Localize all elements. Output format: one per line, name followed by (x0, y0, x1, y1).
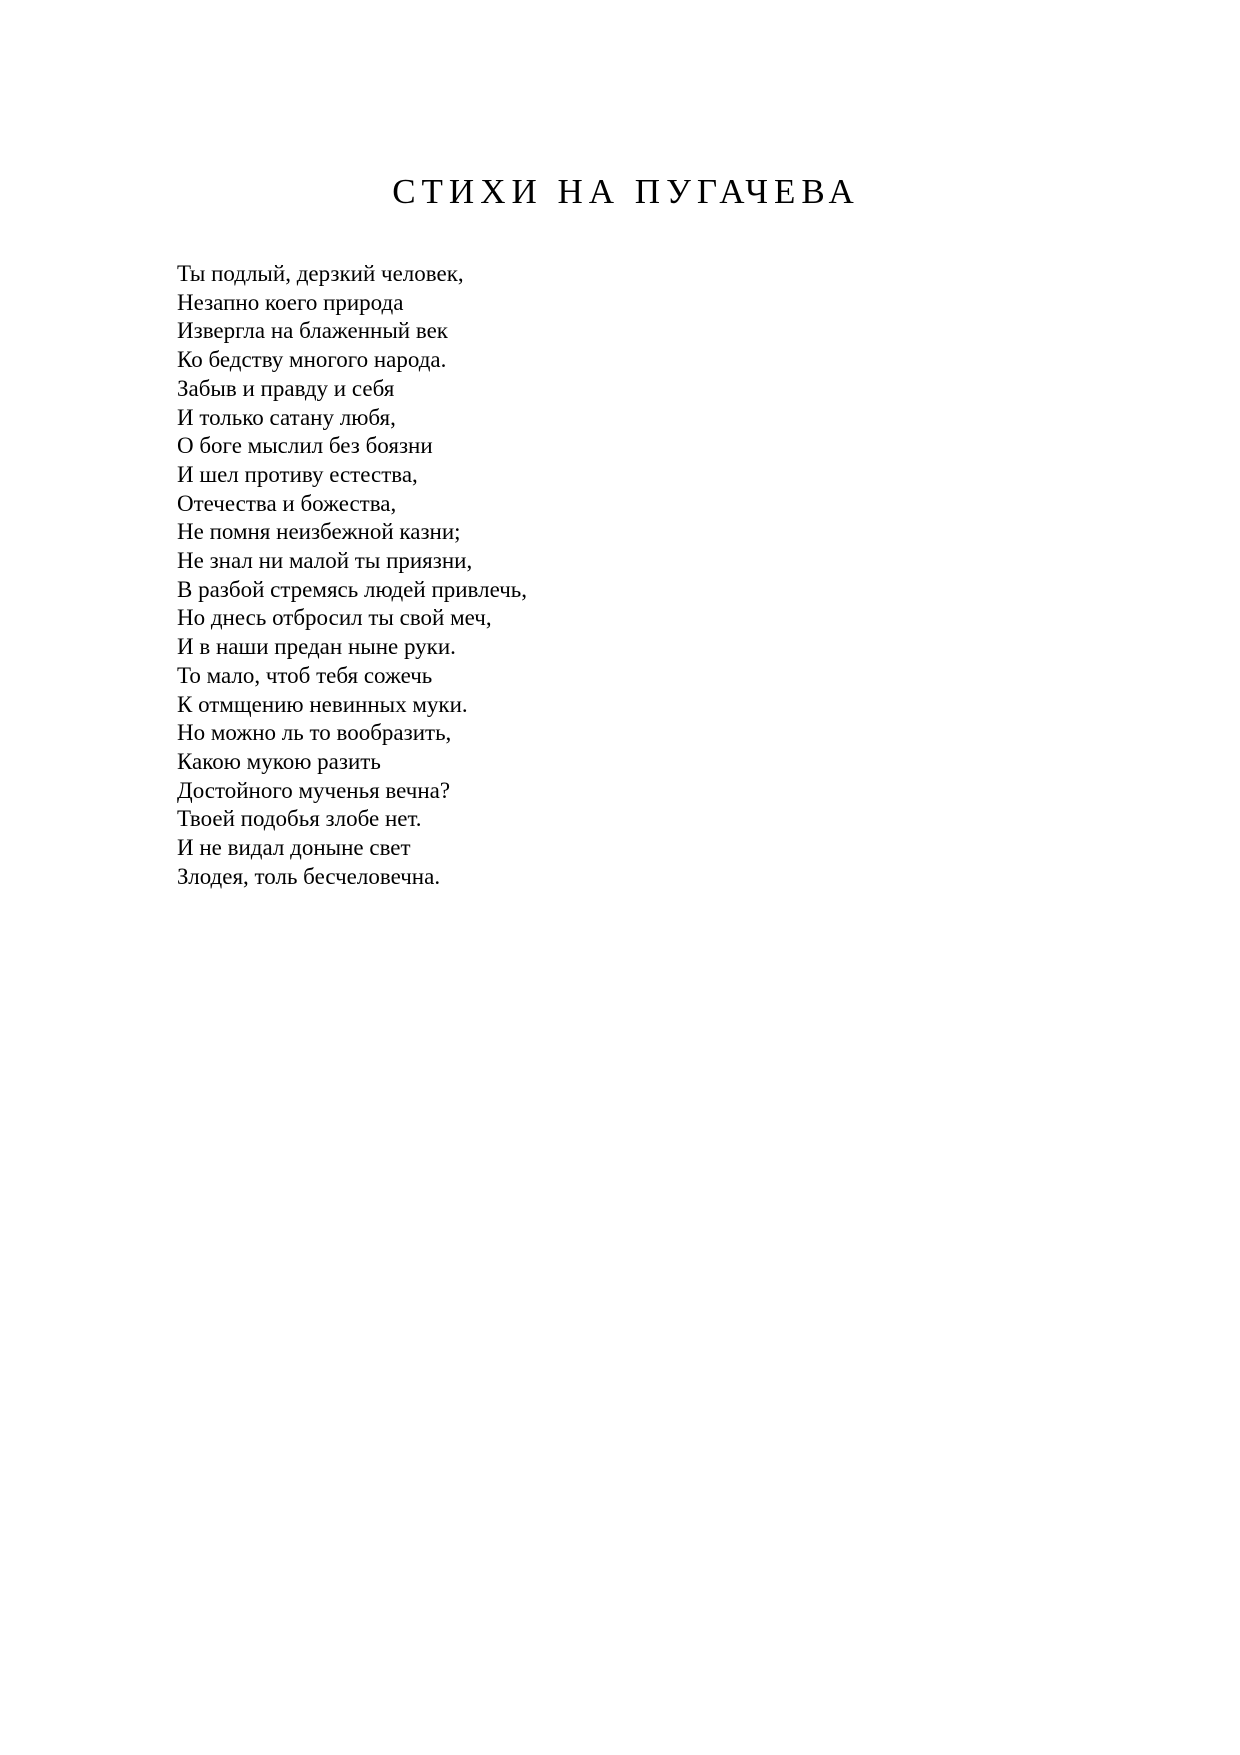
poem-line: К отмщению невинных муки. (177, 691, 468, 717)
poem-line: И шел противу естества, (177, 461, 418, 487)
poem-line: Забыв и правду и себя (177, 375, 395, 401)
poem-line: И только сатану любя, (177, 404, 396, 430)
poem-line: Достойного мученья вечна? (177, 777, 451, 803)
poem-line: Не знал ни малой ты приязни, (177, 548, 473, 574)
poem-line: Извергла на блаженный век (177, 318, 448, 344)
poem-line: В разбой стремясь людей привлечь, (177, 576, 528, 602)
poem-line: Но днесь отбросил ты свой меч, (177, 605, 492, 631)
poem-line: Незапно коего природа (177, 289, 404, 315)
poem-text (177, 260, 527, 891)
poem-line: Какою мукою разить (177, 748, 381, 774)
poem-line: Не помня неизбежной казни; (177, 519, 461, 545)
poem-line: Ты подлый, дерзкий человек, (177, 261, 464, 286)
poem-line: Злодея, толь бесчеловечна. (177, 863, 441, 889)
poem-line: О боге мыслил без боязни (177, 433, 433, 459)
page-title: СТИХИ НА ПУГАЧЕВА (392, 172, 860, 211)
poem-line: Ко бедству многого народа. (177, 347, 447, 373)
poem-line: Твоей подобья злобе нет. (177, 806, 422, 832)
poem-line: И в наши предан ныне руки. (177, 634, 456, 660)
poem-line: Но можно ль то вообразить, (177, 720, 452, 746)
poem-line: И не видал доныне свет (177, 835, 411, 861)
poem-line: Отечества и божества, (177, 490, 397, 516)
poem-line: То мало, чтоб тебя сожечь (177, 662, 433, 688)
